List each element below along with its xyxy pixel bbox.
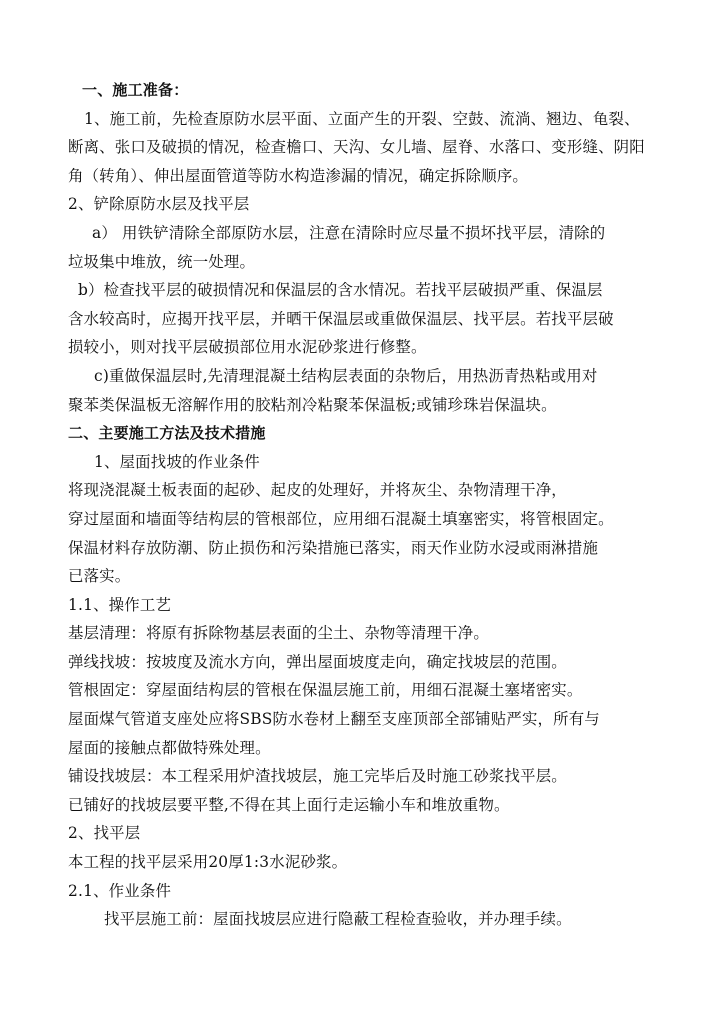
paragraph-line: 弹线找坡：按坡度及流水方向，弹出屋面坡度走向，确定找坡层的范围。 — [68, 652, 567, 671]
subheading-line: 1、屋面找坡的作业条件 — [94, 452, 260, 471]
paragraph-line: 含水较高时，应揭开找平层，并晒干保温层或重做保温层、找平层。若找平层破 — [68, 309, 614, 328]
paragraph-line: 基层清理：将原有拆除物基层表面的尘土、杂物等清理干净。 — [68, 624, 489, 643]
paragraph-line: 断离、张口及破损的情况，检查檐口、天沟、女儿墙、屋脊、水落口、变形缝、阴阳 — [68, 138, 645, 157]
subheading-line: 2、找平层 — [68, 824, 141, 843]
paragraph-line: 垃圾集中堆放，统一处理。 — [68, 252, 256, 271]
paragraph-line: c)重做保温层时,先清理混凝土结构层表面的杂物后，用热沥青热粘或用对 — [94, 366, 598, 385]
paragraph-line: 管根固定：穿屋面结构层的管根在保温层施工前，用细石混凝土塞堵密实。 — [68, 681, 583, 700]
paragraph-line: 1、施工前，先检查原防水层平面、立面产生的开裂、空鼓、流淌、翘边、龟裂、 — [84, 109, 640, 128]
subheading-line: 2、铲除原防水层及找平层 — [68, 195, 250, 214]
subheading-line: 2.1、作业条件 — [68, 881, 172, 900]
paragraph-line: 已铺好的找坡层要平整,不得在其上面行走运输小车和堆放重物。 — [68, 795, 510, 814]
subheading-line: 1.1、操作工艺 — [68, 595, 172, 614]
paragraph-line: 屋面的接触点都做特殊处理。 — [68, 738, 271, 757]
section-heading-methods: 二、主要施工方法及技术措施 — [68, 424, 266, 443]
document-body — [68, 76, 668, 934]
paragraph-line: 已落实。 — [68, 567, 131, 586]
paragraph-line: 角（转角）、伸出屋面管道等防水构造渗漏的情况，确定拆除顺序。 — [68, 166, 529, 185]
paragraph-line: 将现浇混凝土板表面的起砂、起皮的处理好，并将灰尘、杂物清理干净， — [68, 481, 567, 500]
paragraph-line: 铺设找坡层：本工程采用炉渣找坡层，施工完毕后及时施工砂浆找平层。 — [68, 767, 567, 786]
paragraph-line: 屋面煤气管道支座处应将SBS防水卷材上翻至支座顶部全部铺贴严实，所有与 — [68, 710, 600, 729]
paragraph-line: 聚苯类保温板无溶解作用的胶粘剂冷粘聚苯保温板;或铺珍珠岩保温块。 — [68, 395, 557, 414]
paragraph-line: 本工程的找平层采用20厚1:3水泥砂浆。 — [68, 853, 348, 872]
paragraph-line: 保温材料存放防潮、防止损伤和污染措施已落实，雨天作业防水浸或雨淋措施 — [68, 538, 599, 557]
paragraph-line: 损较小，则对找平层破损部位用水泥砂浆进行修整。 — [68, 338, 427, 357]
section-heading-preparation: 一、施工准备： — [82, 81, 189, 99]
paragraph-line: a） 用铁铲清除全部原防水层，注意在清除时应尽量不损坏找平层，清除的 — [92, 223, 606, 242]
paragraph-line: 找平层施工前：屋面找坡层应进行隐蔽工程检查验收，并办理手续。 — [104, 910, 572, 929]
paragraph-line: 穿过屋面和墙面等结构层的管根部位，应用细石混凝土填塞密实，将管根固定。 — [68, 509, 614, 528]
paragraph-line: b）检查找平层的破损情况和保温层的含水情况。若找平层破损严重、保温层 — [78, 281, 603, 300]
